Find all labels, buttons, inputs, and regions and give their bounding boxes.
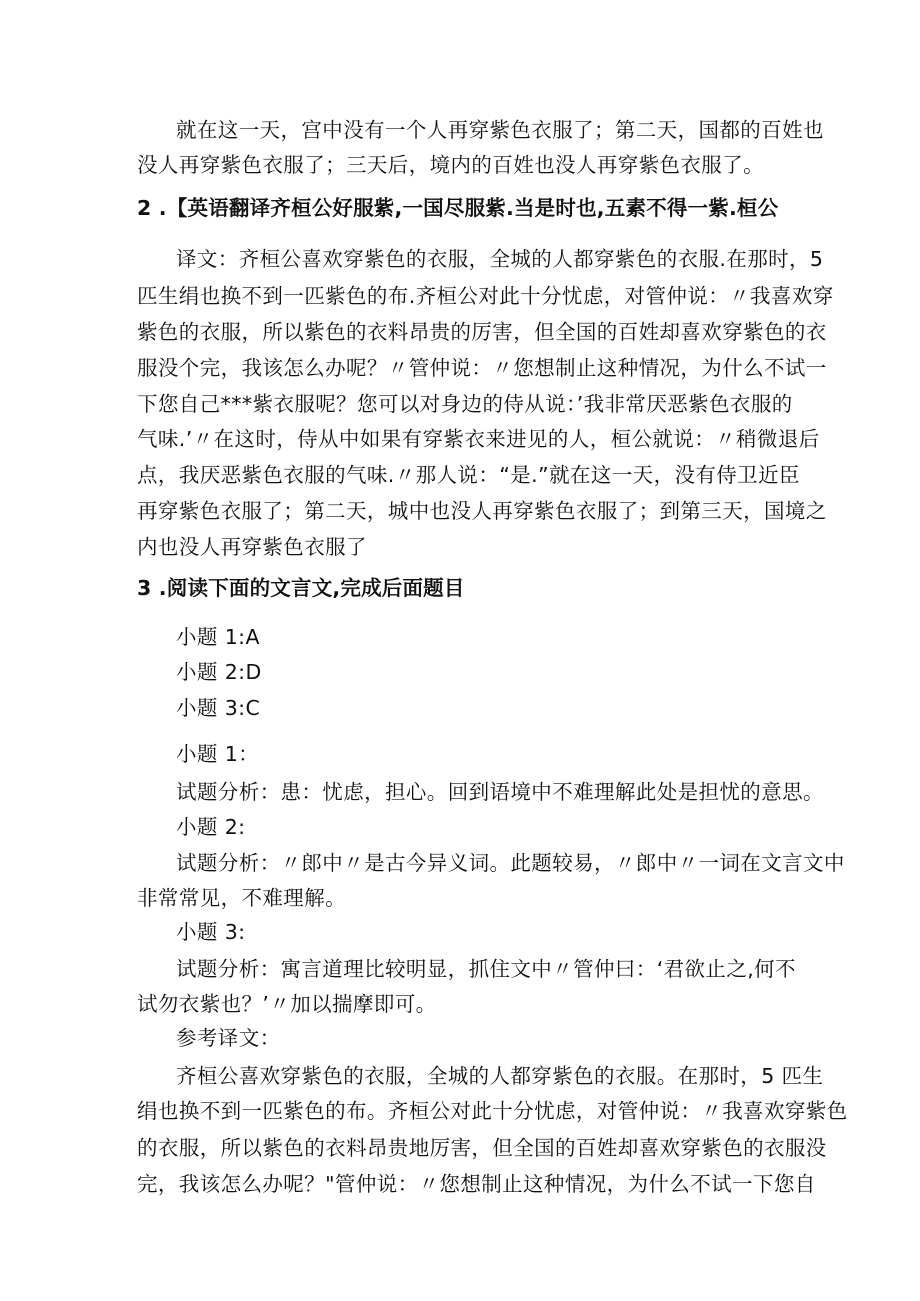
reference-translation-line: 绢也换不到一匹紫色的布。齐桓公对此十分忧虑，对管仲说：〃我喜欢穿紫色 (137, 1099, 848, 1123)
paragraph-line: 就在这一天，宫中没有一个人再穿紫色衣服了；第二天，国都的百姓也 (176, 118, 824, 142)
question-analysis-3: 试勿衣紫也？’〃加以揣摩即可。 (137, 992, 437, 1016)
question-title-2: 小题 2: (176, 815, 246, 839)
paragraph-line: 气味.’〃在这时，侍从中如果有穿紫衣来进见的人，桓公就说：〃稍微退后 (137, 427, 820, 451)
paragraph-line: 紫色的衣服，所以紫色的衣料昂贵的厉害，但全国的百姓却喜欢穿紫色的衣 (137, 320, 827, 344)
section-heading-3: 3 .阅读下面的文言文,完成后面题目 (137, 576, 465, 600)
reference-translation-title: 参考译文： (176, 1026, 281, 1050)
reference-translation-line: 完，我该怎么办呢？"管仲说：〃您想制止这种情况，为什么不试一下您自 (137, 1172, 816, 1196)
answer-line: 小题 3:C (176, 696, 261, 720)
question-analysis-2: 试题分析：〃郎中〃是古今异义词。此题较易，〃郎中〃一词在文言文中 (176, 851, 845, 875)
question-analysis-1: 试题分析：患：忧虑，担心。回到语境中不难理解此处是担忧的意思。 (176, 780, 824, 804)
question-analysis-3: 试题分析：寓言道理比较明显，抓住文中〃管仲曰：‘君欲止之,何不 (176, 957, 796, 981)
section-heading-2: 2 .【英语翻译齐桓公好服紫,一国尽服紫.当是时也,五素不得一紫.桓公 (137, 196, 779, 220)
paragraph-line: 下您自己***紫衣服呢？您可以对身边的侍从说：’我非常厌恶紫色衣服的 (137, 392, 793, 416)
paragraph-line: 译文：齐桓公喜欢穿紫色的衣服，全城的人都穿紫色的衣服.在那时，5 (176, 247, 824, 271)
question-title-3: 小题 3: (176, 920, 246, 944)
paragraph-line: 内也没人再穿紫色衣服了 (137, 535, 367, 559)
reference-translation-line: 齐桓公喜欢穿紫色的衣服，全城的人都穿紫色的衣服。在那时，5 匹生 (176, 1064, 824, 1088)
paragraph-line: 点，我厌恶紫色衣服的气味.〃那人说：“是.”就在这一天，没有侍卫近臣 (137, 463, 800, 487)
reference-translation-line: 的衣服，所以紫色的衣料昂贵地厉害，但全国的百姓却喜欢穿紫色的衣服没 (137, 1136, 827, 1160)
paragraph-line: 再穿紫色衣服了；第二天，城中也没人再穿紫色衣服了；到第三天，国境之 (137, 499, 827, 523)
question-analysis-2: 非常常见，不难理解。 (137, 886, 346, 910)
answer-line: 小题 1:A (176, 625, 260, 649)
paragraph-line: 没人再穿紫色衣服了；三天后，境内的百姓也没人再穿紫色衣服了。 (137, 153, 764, 177)
paragraph-line: 匹生绢也换不到一匹紫色的布.齐桓公对此十分忧虑，对管仲说：〃我喜欢穿 (137, 284, 834, 308)
paragraph-line: 服没个完，我该怎么办呢？〃管仲说：〃您想制止这种情况，为什么不试一 (137, 356, 827, 380)
question-title-1: 小题 1： (176, 742, 260, 766)
answer-line: 小题 2:D (176, 660, 262, 684)
